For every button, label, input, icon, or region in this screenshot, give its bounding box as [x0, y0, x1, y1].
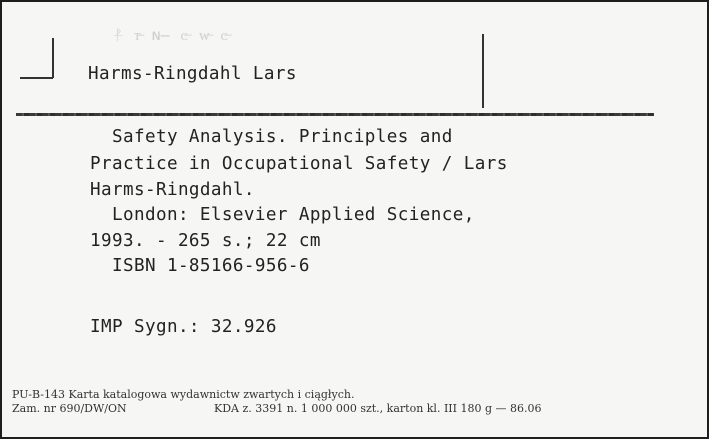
right-column-line: [482, 34, 484, 108]
body-line-4: London: Elsevier Applied Science,: [90, 205, 475, 225]
catalog-card: [2, 2, 707, 437]
footer-line-2-right: KDA z. 3391 n. 1 000 000 szt., karton kl. III 180 g — 86.06: [214, 402, 542, 415]
body-line-5: 1993. - 265 s.; 22 cm: [90, 231, 321, 251]
footer-line-2-left: Zam. nr 690/DW/ON: [12, 402, 127, 415]
left-indent-line: [52, 38, 54, 78]
heading-rule: [16, 113, 654, 116]
body-line-2: Practice in Occupational Safety / Lars: [90, 154, 508, 174]
footer-line-1: PU-B-143 Karta katalogowa wydawnictw zwartych i ciągłych.: [12, 388, 355, 401]
signature-line: IMP Sygn.: 32.926: [90, 317, 277, 337]
body-line-6: ISBN 1-85166-956-6: [90, 256, 310, 276]
left-indent-tick: [20, 77, 53, 79]
body-line-3: Harms-Ringdahl.: [90, 180, 255, 200]
body-line-1: Safety Analysis. Principles and: [90, 127, 453, 147]
faint-stamp-text: ᚠ̶ ᴛ̶ ɴ̶ ᴄ̶ ᴡ̶ ᴄ̶: [114, 26, 229, 44]
card-heading: Harms-Ringdahl Lars: [88, 64, 297, 84]
